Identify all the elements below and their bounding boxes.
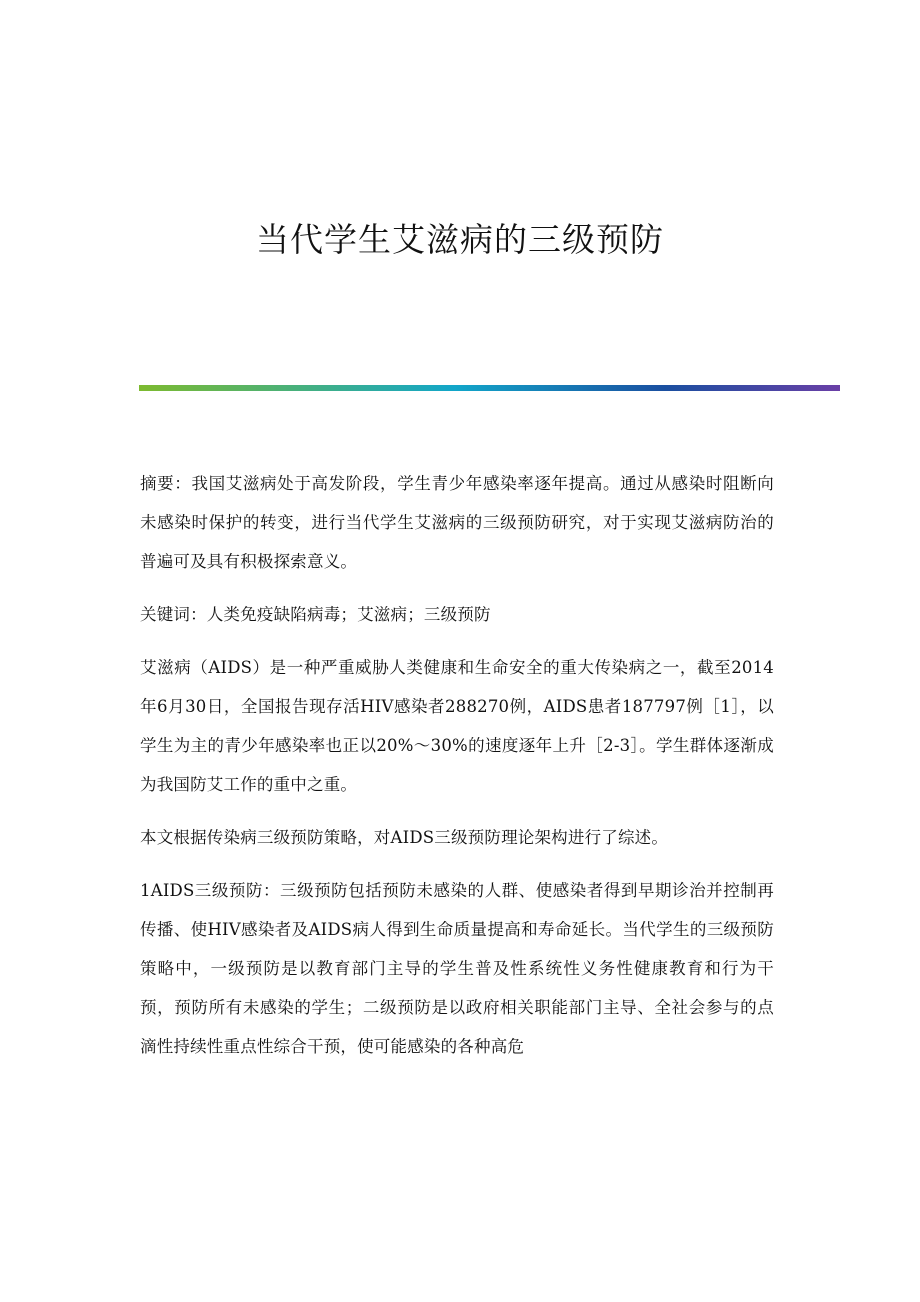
document-title: 当代学生艾滋病的三级预防 — [256, 220, 664, 259]
title-divider-rule — [139, 385, 840, 391]
keywords-paragraph: 关键词：人类免疫缺陷病毒；艾滋病；三级预防 — [140, 605, 491, 624]
intro-paragraph: 艾滋病（AIDS）是一种严重威胁人类健康和生命安全的重大传染病之一，截至2014年6月30日，全国报告现存活HIV感染者288270例，AIDS患者187797例［1］，以学生为主的青少年感染率也正以20%～30%的速度逐年上升［2-3］。学生群体逐渐成为我国防艾工作的重中之重。 — [140, 658, 774, 794]
overview-paragraph: 本文根据传染病三级预防策略，对AIDS三级预防理论架构进行了综述。 — [140, 828, 669, 847]
document-body — [140, 464, 774, 1080]
abstract-paragraph: 摘要：我国艾滋病处于高发阶段，学生青少年感染率逐年提高。通过从感染时阻断向未感染时保护的转变，进行当代学生艾滋病的三级预防研究，对于实现艾滋病防治的普遍可及具有积极探索意义。 — [140, 474, 774, 571]
section-1-paragraph: 1AIDS三级预防：三级预防包括预防未感染的人群、使感染者得到早期诊治并控制再传播、使HIV感染者及AIDS病人得到生命质量提高和寿命延长。当代学生的三级预防策略中，一级预防是以教育部门主导的学生普及性系统性义务性健康教育和行为干预，预防所有未感染的学生；二级预防是以政府相关职能部门主导、全社会参与的点滴性持续性重点性综合干预，使可能感染的各种高危 — [140, 881, 774, 1056]
